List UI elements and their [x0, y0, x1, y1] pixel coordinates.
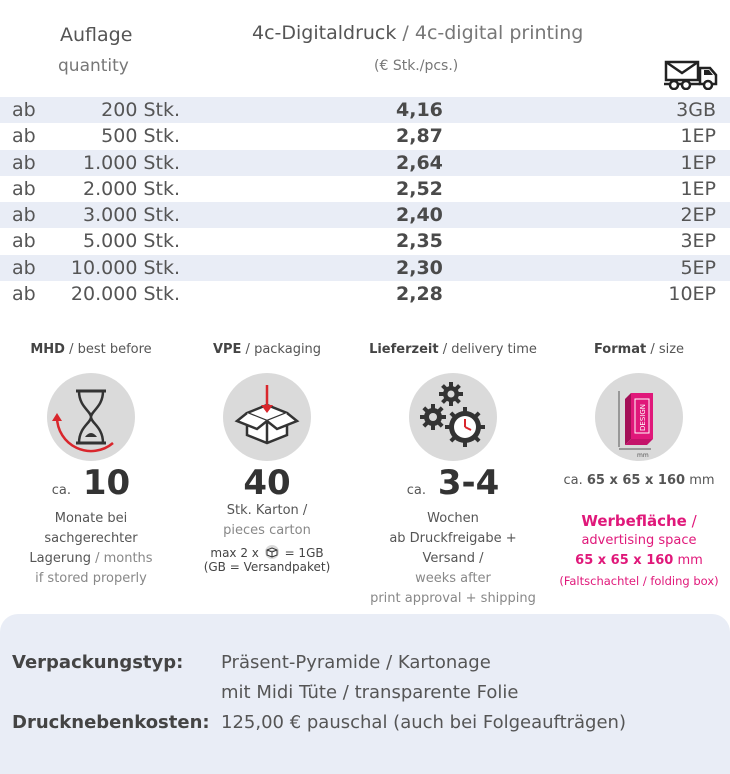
packaging-type-label: Verpackungstyp: — [12, 652, 184, 673]
shipping-cell: 1EP — [680, 151, 716, 174]
print-header-en: 4c-digital printing — [414, 22, 584, 44]
print-costs-value: 125,00 € pauschal (auch bei Folgeaufträgen) — [221, 712, 626, 733]
shipping-cell: 10EP — [668, 283, 716, 306]
truck-mail-icon — [664, 58, 718, 90]
table-row — [0, 228, 730, 254]
from-label: ab — [12, 99, 36, 121]
footer-panel — [0, 614, 730, 774]
quantity-cell: 200 Stk. — [101, 99, 180, 121]
table-row — [0, 202, 730, 228]
quantity-cell: 20.000 Stk. — [70, 283, 180, 306]
from-label: ab — [12, 230, 36, 253]
table-row — [0, 150, 730, 176]
print-header-separator: / — [396, 22, 415, 44]
box-icon — [223, 373, 311, 461]
small-box-icon — [263, 545, 281, 559]
from-label: ab — [12, 256, 36, 279]
shipping-cell: 5EP — [680, 256, 716, 279]
packaging-type-line1: Präsent-Pyramide / Kartonage — [221, 652, 491, 673]
print-header-de: 4c-Digitaldruck — [252, 22, 397, 44]
info-delivery-time — [362, 342, 544, 609]
info-best-before — [0, 342, 182, 589]
quantity-cell: 10.000 Stk. — [70, 256, 180, 279]
price-cell: 2,64 — [396, 151, 443, 174]
box-unit-label: mm — [637, 452, 649, 459]
shipping-cell: 1EP — [680, 177, 716, 200]
quantity-header-de: Auflage — [60, 24, 133, 46]
table-row — [0, 97, 730, 123]
price-unit: (€ Stk./pcs.) — [374, 58, 459, 74]
from-label: ab — [12, 151, 36, 174]
gears-clock-icon — [409, 373, 497, 461]
price-cell: 2,87 — [396, 125, 443, 148]
price-table — [0, 97, 730, 307]
packaging-value: 40 — [243, 463, 291, 503]
shipping-cell: 1EP — [680, 125, 716, 148]
delivery-time-desc: Wochen ab Druckfreigabe + Versand / weeks after print approval + shipping — [370, 511, 536, 606]
packaging-desc: Stk. Karton / pieces carton — [223, 503, 311, 538]
format-size: ca. 65 x 65 x 160 mm — [563, 473, 715, 488]
from-label: ab — [12, 204, 36, 227]
price-cell: 4,16 — [396, 99, 443, 121]
box-design-label: DESIGN — [639, 404, 647, 431]
price-cell: 2,40 — [396, 204, 443, 227]
advertising-space: Werbefläche / advertising space 65 x 65 x 160 mm (Faltschachtel / folding box) — [559, 512, 719, 588]
quantity-cell: 2.000 Stk. — [83, 177, 180, 200]
table-row — [0, 255, 730, 281]
shipping-cell: 2EP — [680, 204, 716, 227]
shipping-cell: 3EP — [680, 230, 716, 253]
quantity-cell: 1.000 Stk. — [83, 151, 180, 174]
quantity-cell: 3.000 Stk. — [83, 204, 180, 227]
best-before-value: ca. 10 — [51, 463, 131, 503]
from-label: ab — [12, 125, 36, 148]
table-row — [0, 281, 730, 307]
print-header — [252, 22, 583, 44]
best-before-desc: Monate bei sachgerechter Lagerung / months if stored properly — [29, 511, 153, 586]
quantity-cell: 5.000 Stk. — [83, 230, 180, 253]
price-cell: 2,30 — [396, 256, 443, 279]
print-costs-label: Drucknebenkosten: — [12, 712, 210, 733]
quantity-cell: 500 Stk. — [101, 125, 180, 148]
quantity-header-en: quantity — [58, 56, 129, 76]
hourglass-icon — [47, 373, 135, 461]
price-cell: 2,28 — [396, 283, 443, 306]
table-row — [0, 176, 730, 202]
delivery-time-value: ca. 3-4 — [406, 463, 500, 503]
from-label: ab — [12, 177, 36, 200]
price-cell: 2,35 — [396, 230, 443, 253]
format-title: Format / size — [593, 342, 685, 357]
packaging-note: max 2 x = 1GB (GB = Versandpaket) — [203, 546, 331, 574]
pyramid-box-icon — [595, 373, 683, 461]
table-row — [0, 123, 730, 149]
info-format — [548, 342, 730, 591]
price-cell: 2,52 — [396, 177, 443, 200]
info-packaging — [176, 342, 358, 574]
delivery-time-title: Lieferzeit / delivery time — [369, 342, 537, 357]
packaging-type-line2: mit Midi Tüte / transparente Folie — [221, 682, 519, 703]
best-before-title: MHD / best before — [30, 342, 152, 357]
shipping-cell: 3GB — [676, 99, 716, 121]
from-label: ab — [12, 283, 36, 306]
packaging-title: VPE / packaging — [212, 342, 322, 357]
